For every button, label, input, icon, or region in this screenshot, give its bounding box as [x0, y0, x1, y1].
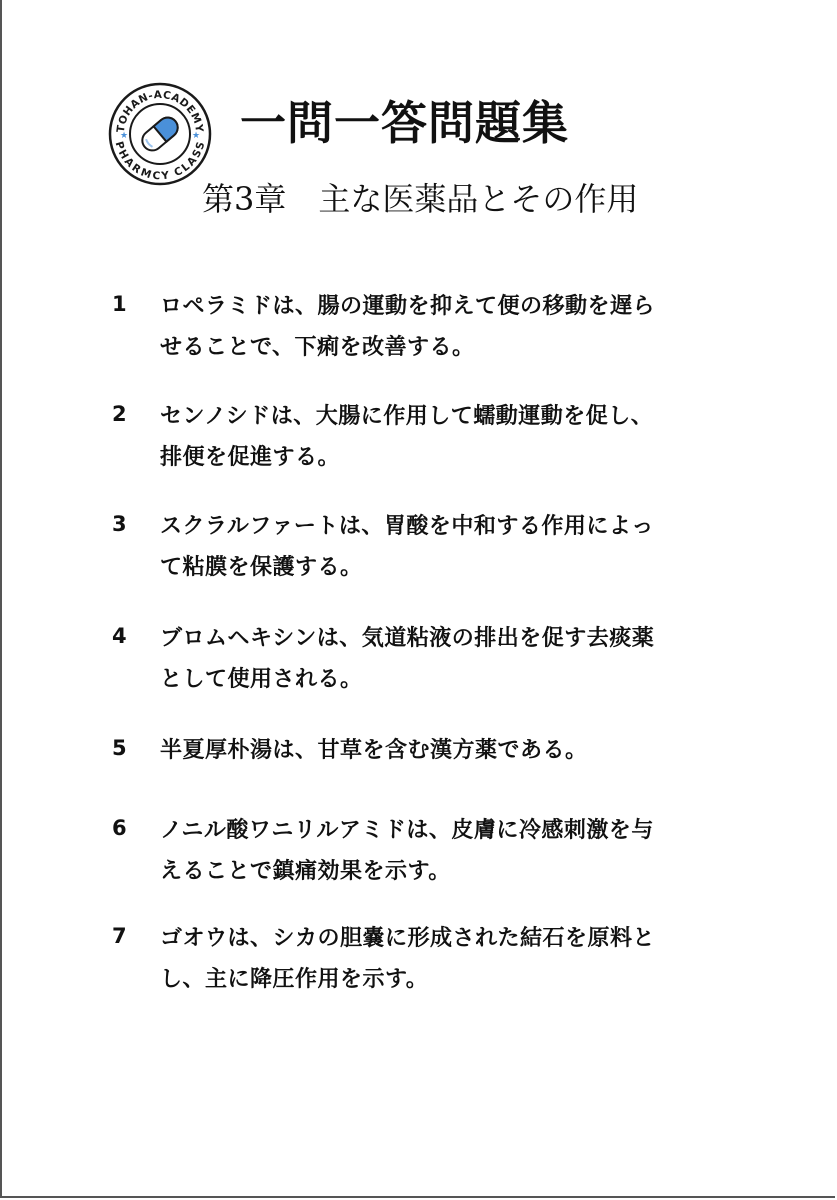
logo-seal [108, 82, 212, 186]
question-number: 1 [112, 292, 127, 316]
question-line: 半夏厚朴湯は、甘草を含む漢方薬である。 [160, 738, 588, 763]
logo-top-text: TOHAN-ACADEMY [114, 88, 206, 134]
star-icon: ★ [192, 131, 201, 141]
question-line: えることで鎮痛効果を示す。 [160, 859, 451, 884]
question-line: ブロムヘキシンは、気道粘液の排出を促す去痰薬 [160, 626, 655, 651]
question-line: ロペラミドは、腸の運動を抑えて便の移動を遅ら [160, 294, 656, 319]
question-line: として使用される。 [160, 667, 363, 692]
question-number: 3 [112, 512, 127, 536]
question-line: て粘膜を保護する。 [160, 555, 363, 580]
question-number: 5 [112, 736, 127, 760]
question-line: し、主に降圧作用を示す。 [160, 967, 429, 992]
question-text [160, 396, 720, 478]
chapter-subtitle: 第3章 主な医薬品とその作用 [202, 180, 639, 218]
page-title: 一問一答問題集 [240, 96, 569, 150]
question-text [160, 618, 720, 700]
question-line: 排便を促進する。 [160, 445, 341, 470]
question-text [160, 286, 720, 368]
question-number: 4 [112, 624, 127, 648]
question-line: せることで、下痢を改善する。 [160, 335, 475, 360]
question-line: ノニル酸ワニリルアミドは、皮膚に冷感刺激を与 [160, 818, 654, 843]
question-text [160, 506, 720, 588]
question-number: 2 [112, 402, 127, 426]
logo-bottom-text: PHARMCY CLASS [112, 140, 208, 183]
question-text [160, 730, 720, 771]
question-number: 6 [112, 816, 127, 840]
capsule-icon [138, 113, 181, 154]
question-line: ゴオウは、シカの胆嚢に形成された結石を原料と [160, 926, 656, 951]
question-text [160, 810, 720, 892]
question-text [160, 918, 720, 1000]
question-line: センノシドは、大腸に作用して蠕動運動を促し、 [160, 404, 654, 429]
star-icon: ★ [120, 131, 129, 141]
question-line: スクラルファートは、胃酸を中和する作用によっ [160, 514, 654, 539]
question-number: 7 [112, 924, 127, 948]
